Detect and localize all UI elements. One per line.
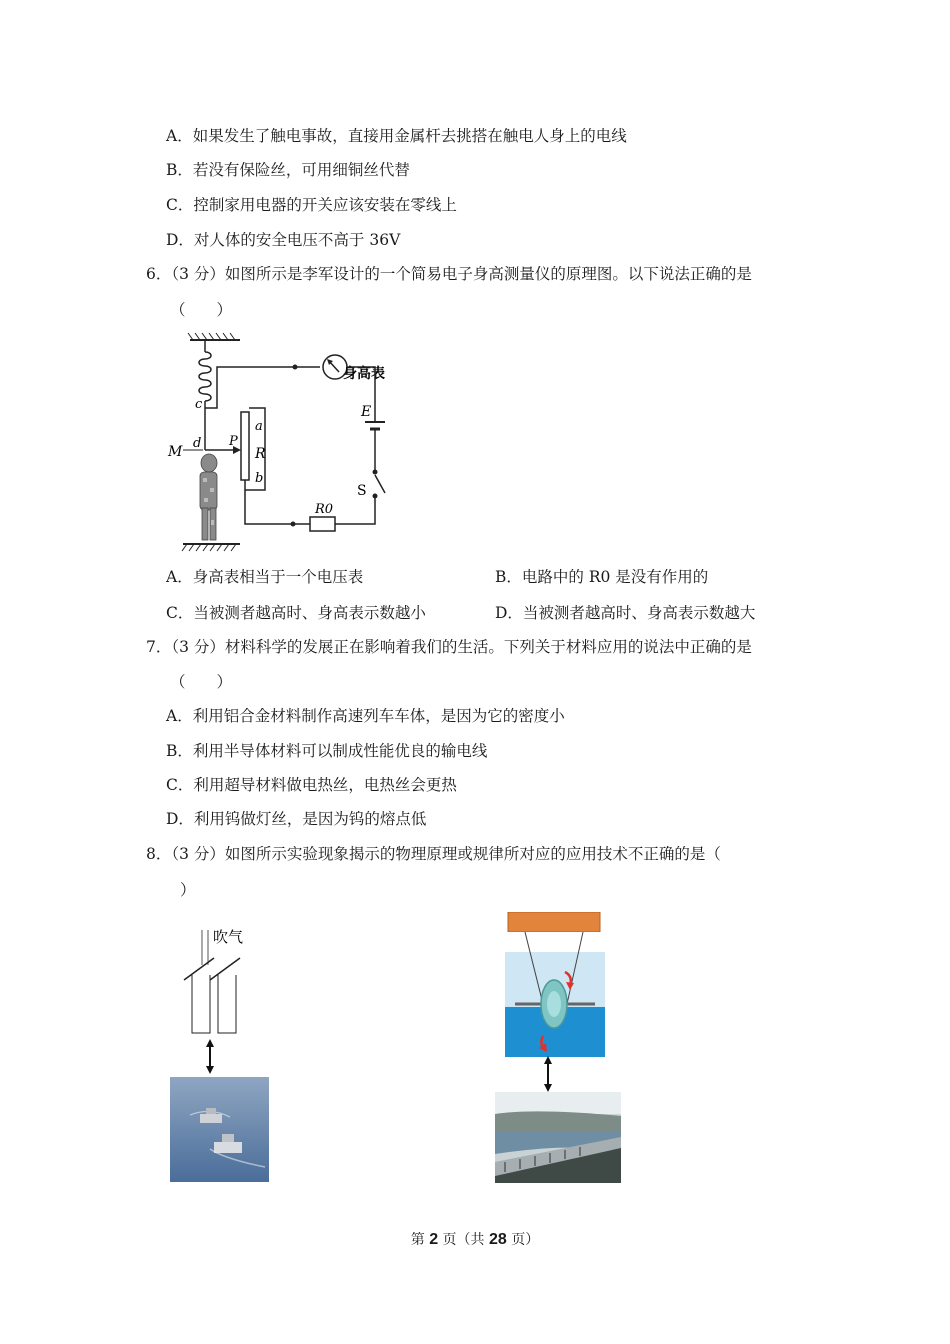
battery-label: E bbox=[361, 404, 372, 420]
blow-label: 吹气 bbox=[213, 928, 244, 946]
switch-label: S bbox=[357, 483, 367, 499]
q5-option-a: A．如果发生了触电事故，直接用金属杆去挑搭在触电人身上的电线 bbox=[166, 127, 627, 145]
q5-option-d: D．对人体的安全电压不高于 36V bbox=[166, 231, 401, 249]
resistor-label: R bbox=[255, 446, 266, 462]
q6-answer-paren: （ ） bbox=[170, 301, 233, 319]
point-d-label: d bbox=[193, 436, 202, 451]
q6-option-b: B．电路中的 R0 是没有作用的 bbox=[495, 568, 709, 586]
footer-prefix: 第 bbox=[410, 1232, 425, 1248]
q6-option-c: C．当被测者越高时、身高表示数越小 bbox=[166, 604, 426, 622]
hydropower-dam-photo bbox=[495, 1092, 621, 1183]
ships-sailing-photo bbox=[170, 1077, 269, 1182]
q5-option-c: C．控制家用电器的开关应该安装在零线上 bbox=[166, 196, 457, 214]
page-footer bbox=[0, 1229, 950, 1249]
q5-option-b: B．若没有保险丝，可用细铜丝代替 bbox=[166, 161, 410, 179]
r0-label: R0 bbox=[315, 502, 334, 517]
q7-answer-paren: （ ） bbox=[170, 673, 233, 691]
q7-option-b: B．利用半导体材料可以制成性能优良的输电线 bbox=[166, 742, 488, 760]
water-wheel-experiment bbox=[503, 912, 605, 1057]
q6-option-a: A．身高表相当于一个电压表 bbox=[166, 568, 364, 586]
q8-answer-paren-close: ） bbox=[180, 881, 196, 899]
double-arrow-2 bbox=[540, 1055, 556, 1093]
terminal-a-label: a bbox=[255, 419, 263, 434]
q6-stem: 6．（3 分）如图所示是李军设计的一个简易电子身高测量仪的原理图。以下说法正确的是 bbox=[146, 265, 752, 283]
terminal-b-label: b bbox=[255, 471, 264, 486]
q7-option-c: C．利用超导材料做电热丝，电热丝会更热 bbox=[166, 776, 457, 794]
current-page-number: 2 bbox=[429, 1231, 439, 1248]
footer-suffix: 页） bbox=[511, 1232, 540, 1248]
total-pages-number: 28 bbox=[489, 1231, 507, 1248]
meter-label: 身高表 bbox=[343, 366, 385, 382]
q6-option-d: D．当被测者越高时、身高表示数越大 bbox=[495, 604, 756, 622]
blowing-paper-experiment bbox=[180, 925, 260, 1075]
point-m-label: M bbox=[168, 444, 183, 460]
q7-option-a: A．利用铝合金材料制作高速列车车体，是因为它的密度小 bbox=[166, 707, 565, 725]
point-c-label: c bbox=[195, 397, 203, 412]
footer-middle: 页（共 bbox=[442, 1232, 485, 1248]
q7-stem: 7．（3 分）材料科学的发展正在影响着我们的生活。下列关于材料应用的说法中正确的是 bbox=[146, 638, 752, 656]
q7-option-d: D．利用钨做灯丝，是因为钨的熔点低 bbox=[166, 810, 427, 828]
q8-stem: 8．（3 分）如图所示实验现象揭示的物理原理或规律所对应的应用技术不正确的是（ bbox=[146, 845, 721, 863]
height-meter-circuit-diagram bbox=[165, 330, 395, 555]
slider-p-label: P bbox=[229, 434, 238, 449]
